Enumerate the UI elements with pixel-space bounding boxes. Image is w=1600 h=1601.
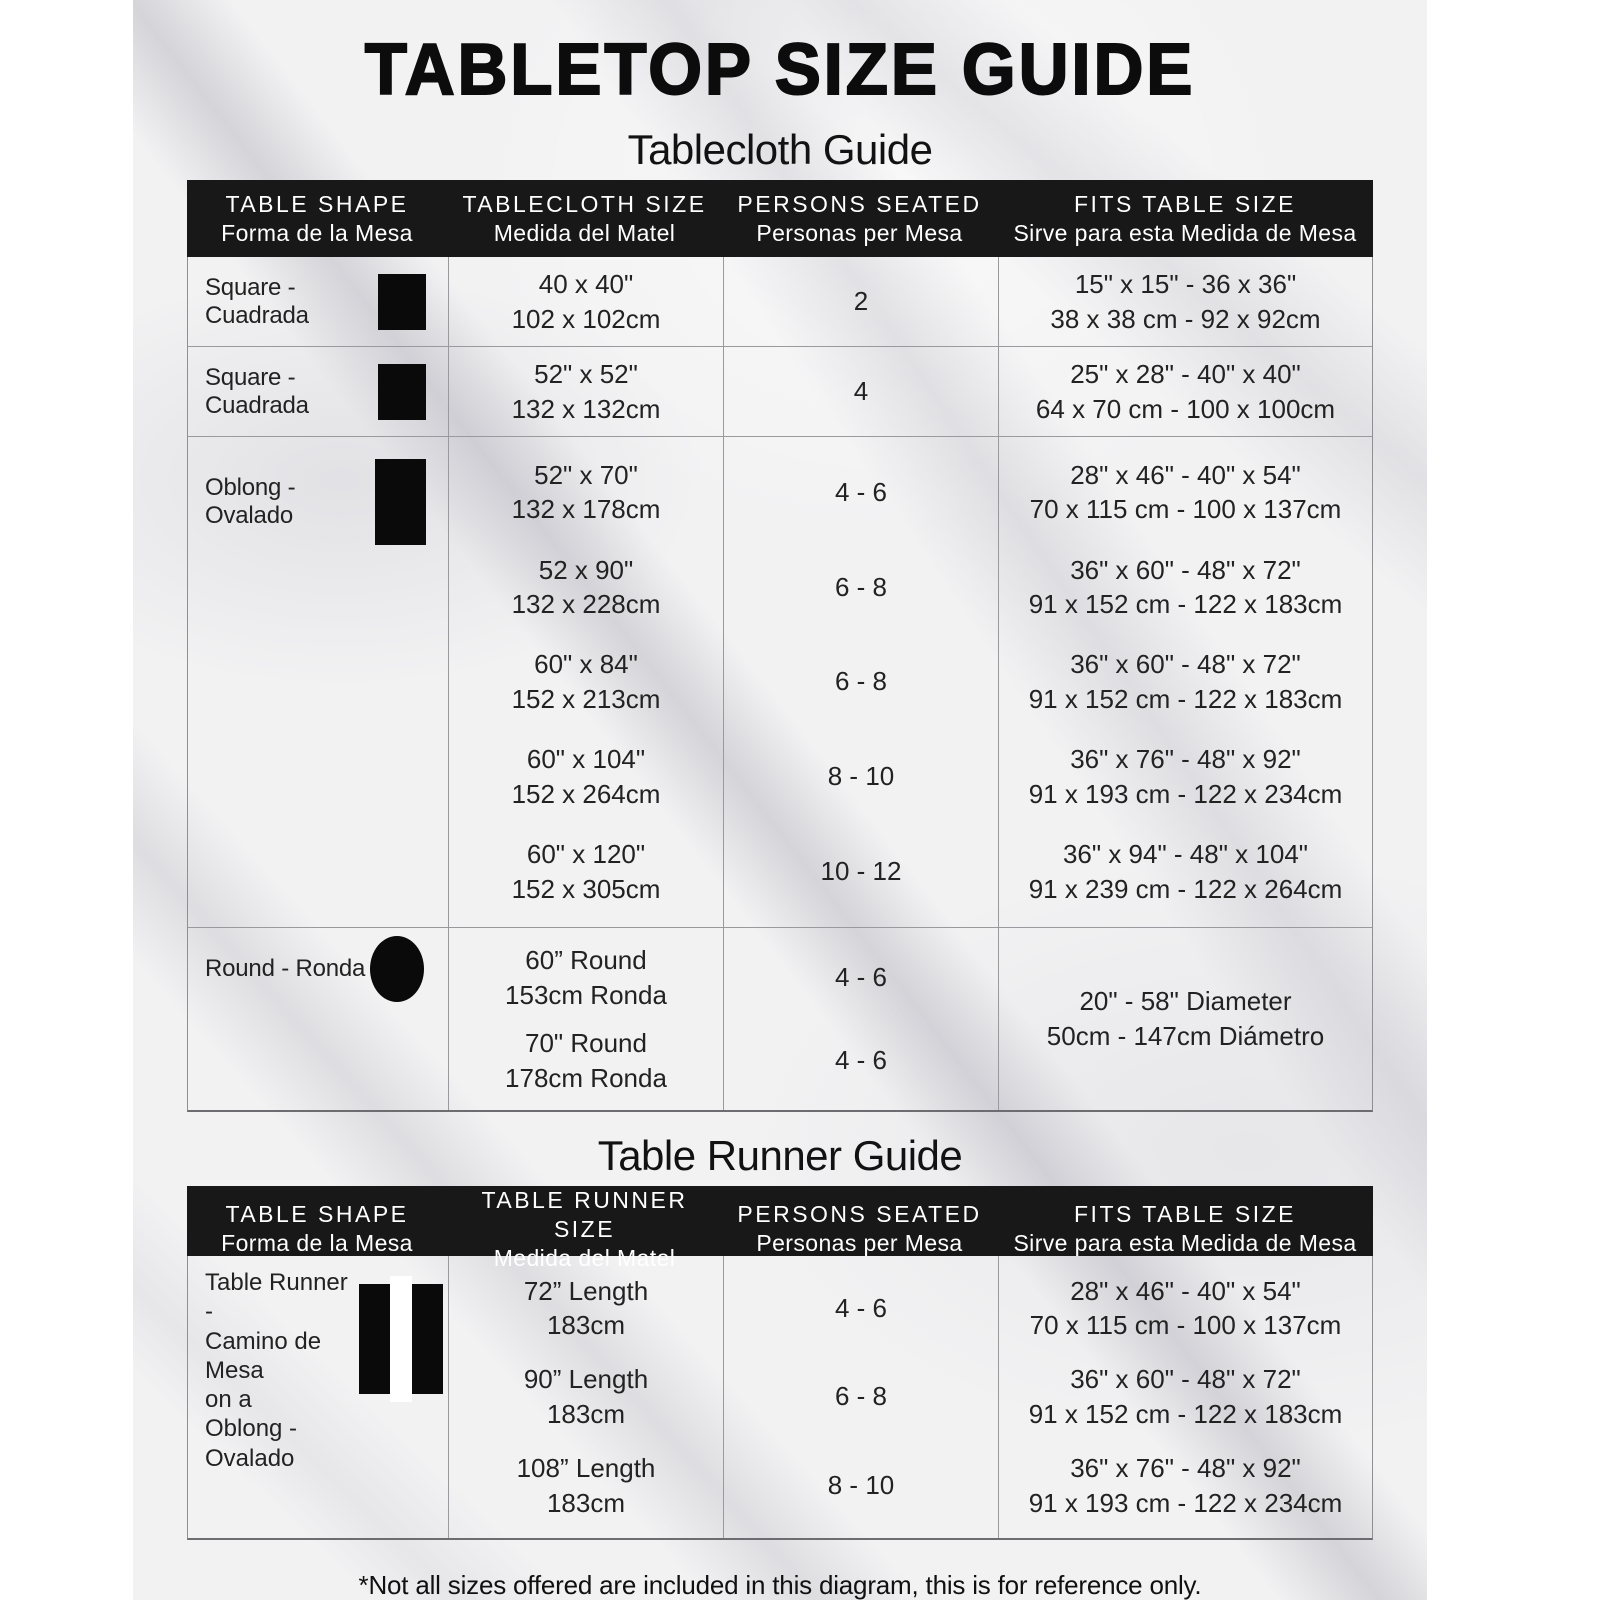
fits-cell: 28" x 46" - 40" x 54" 70 x 115 cm - 100 x 137cm 36" x 60" - 48" x 72" 91 x 152 cm - 122 x 183cm 36" x 76" - 48" x 92" 91 x 193 cm - 122 x 234cm bbox=[998, 1256, 1372, 1538]
table-row-square-small bbox=[188, 257, 1372, 346]
square-icon bbox=[378, 364, 426, 420]
header-table-shape: TABLE SHAPE Forma de la Mesa bbox=[221, 190, 413, 246]
marble-background bbox=[133, 0, 1427, 1600]
header-fits-table-size: FITS TABLE SIZE Sirve para esta Medida de Mesa bbox=[1013, 1201, 1357, 1257]
table-row-square-large bbox=[188, 346, 1372, 436]
persons-cell: 4 - 6 6 - 8 8 - 10 bbox=[723, 1256, 998, 1538]
shape-cell bbox=[188, 1256, 448, 1538]
persons-cell: 4 - 6 4 - 6 bbox=[723, 928, 998, 1110]
header-persons-seated: PERSONS SEATED Personas per Mesa bbox=[737, 190, 982, 246]
fits-cell: 25" x 28" - 40" x 40" 64 x 70 cm - 100 x 100cm bbox=[998, 347, 1372, 436]
shape-label: Round - Ronda bbox=[205, 955, 366, 982]
table-runner-guide-table bbox=[187, 1186, 1373, 1540]
persons-cell: 4 - 6 6 - 8 6 - 8 8 - 10 10 - 12 bbox=[723, 437, 998, 927]
header-persons-seated: PERSONS SEATED Personas per Mesa bbox=[737, 1201, 982, 1257]
oblong-icon bbox=[375, 459, 426, 545]
persons-cell: 4 bbox=[723, 347, 998, 436]
shape-cell bbox=[188, 347, 448, 436]
runner-table-header bbox=[187, 1186, 1373, 1271]
shape-label: Square - Cuadrada bbox=[205, 273, 309, 329]
table-row-runner bbox=[188, 1256, 1372, 1538]
size-cell: 52" x 70" 132 x 178cm 52 x 90" 132 x 228cm 60" x 84" 152 x 213cm 60" x 104" 152 x 264cm 60" x 120" 152 x 305cm bbox=[448, 437, 723, 927]
shape-label: Oblong - Ovalado bbox=[205, 474, 296, 529]
header-table-shape: TABLE SHAPE Forma de la Mesa bbox=[221, 1201, 413, 1257]
fits-cell: 15" x 15" - 36 x 36" 38 x 38 cm - 92 x 92cm bbox=[998, 257, 1372, 346]
shape-cell bbox=[188, 257, 448, 346]
fits-cell: 28" x 46" - 40" x 54" 70 x 115 cm - 100 x 137cm 36" x 60" - 48" x 72" 91 x 152 cm - 122 x 183cm 36" x 60" - 48" x 72" 91 x 152 cm - 122 x 183cm 36" x 76" - 48" x 92" 91 x 193 cm - 122 x 234cm 36" x 94" - 48" x 104" 91 x 239 cm - 122 x 264cm bbox=[998, 437, 1372, 927]
shape-label: Table Runner - Camino de Mesa on a Oblong - Ovalado bbox=[205, 1269, 348, 1472]
fits-cell: 20" - 58" Diameter 50cm - 147cm Diámetro bbox=[998, 928, 1372, 1110]
tablecloth-table-header bbox=[187, 180, 1373, 257]
shape-cell bbox=[188, 928, 448, 1110]
tablecloth-guide-title: Tablecloth Guide bbox=[627, 126, 933, 173]
size-cell: 72” Length 183cm 90” Length 183cm 108” Length 183cm bbox=[448, 1256, 723, 1538]
circle-icon bbox=[370, 936, 424, 1002]
shape-cell bbox=[188, 437, 448, 927]
shape-label: Square - Cuadrada bbox=[205, 363, 309, 419]
table-row-oblong bbox=[188, 436, 1372, 927]
size-cell: 60” Round 153cm Ronda 70" Round 178cm Ronda bbox=[448, 928, 723, 1110]
size-cell: 40 x 40" 102 x 102cm bbox=[448, 257, 723, 346]
tablecloth-guide-table bbox=[187, 180, 1373, 1112]
table-runner-guide-title: Table Runner Guide bbox=[597, 1132, 963, 1179]
header-tablecloth-size: TABLECLOTH SIZE Medida del Matel bbox=[462, 190, 707, 246]
size-cell: 52" x 52" 132 x 132cm bbox=[448, 347, 723, 436]
square-icon bbox=[378, 274, 426, 330]
header-fits-table-size: FITS TABLE SIZE Sirve para esta Medida de Mesa bbox=[1013, 190, 1357, 246]
table-row-round bbox=[188, 927, 1372, 1110]
tablecloth-table-body bbox=[187, 257, 1373, 1112]
persons-cell: 2 bbox=[723, 257, 998, 346]
page-title: TABLETOP SIZE GUIDE bbox=[364, 30, 1196, 110]
header-table-runner-size: TABLE RUNNER SIZE Medida del Matel bbox=[481, 1187, 688, 1271]
table-runner-icon bbox=[359, 1276, 428, 1402]
footnote: *Not all sizes offered are included in this diagram, this is for reference only. bbox=[358, 1570, 1202, 1600]
runner-table-body bbox=[187, 1256, 1373, 1540]
